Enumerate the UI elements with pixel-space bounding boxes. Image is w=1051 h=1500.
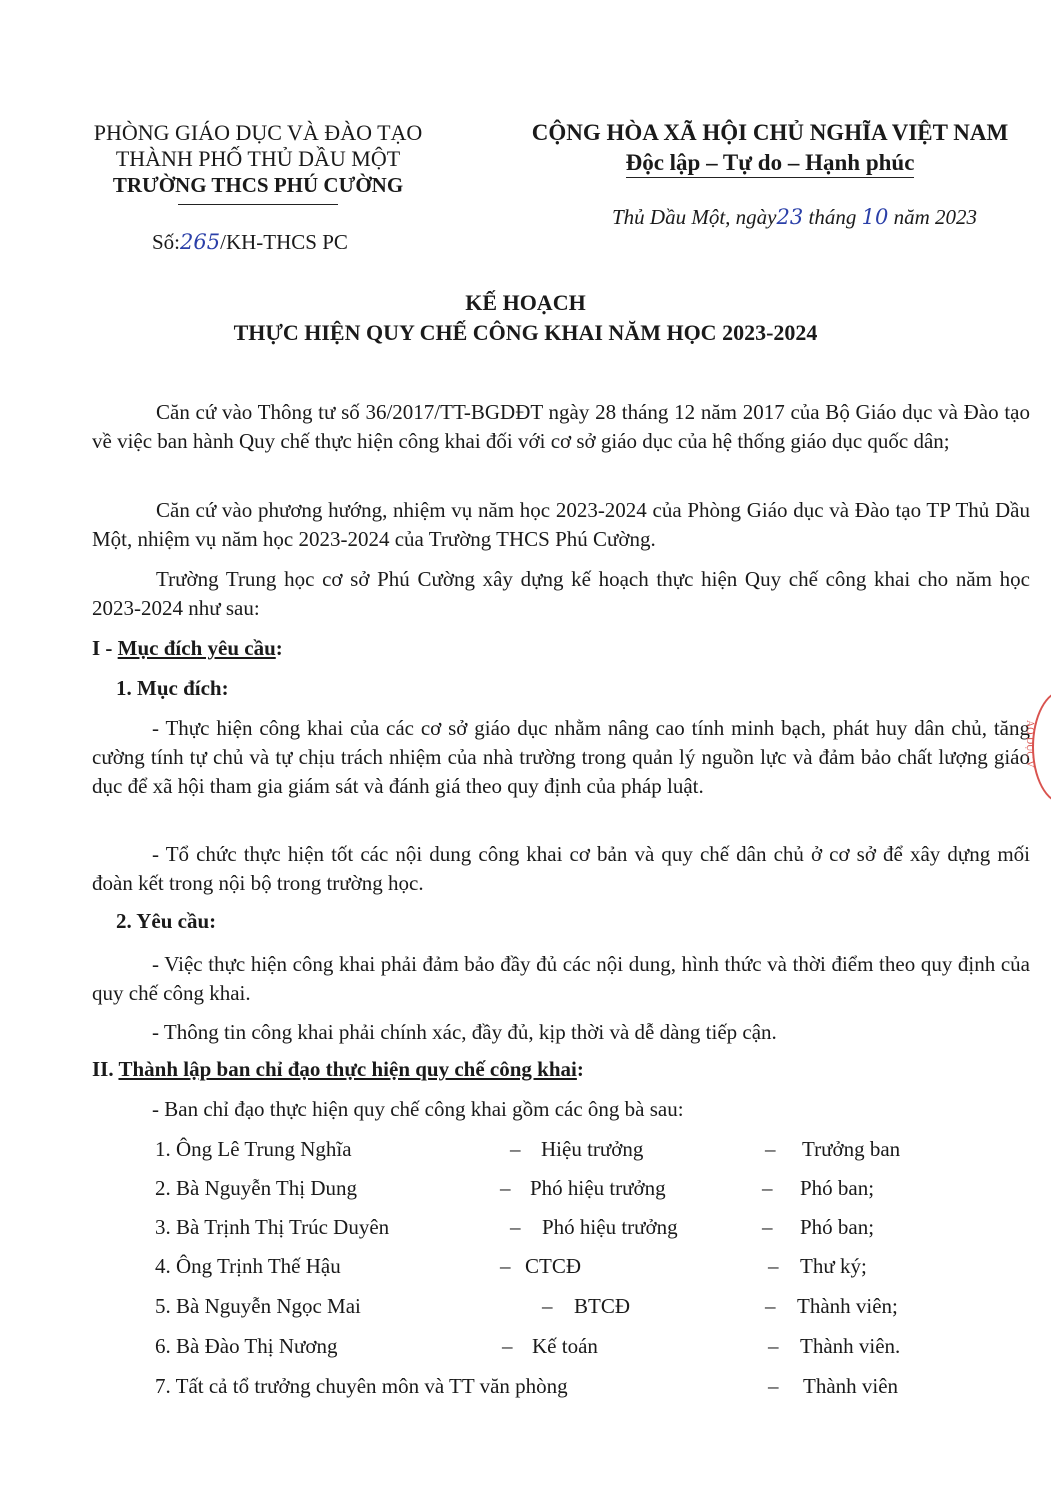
section-2-prefix: II. <box>92 1057 119 1081</box>
member-2-dash: – <box>500 1176 511 1200</box>
section-1-sub-1-p2-text: - Tổ chức thực hiện tốt các nội dung công khai cơ bản và quy chế dân chủ ở cơ sở để xây dựng mối đoàn kết trong nội bộ trong trường học. <box>92 842 1030 895</box>
paragraph-2-text: Căn cứ vào phương hướng, nhiệm vụ năm học 2023-2024 của Phòng Giáo dục và Đào tạo TP Thủ Dầu Một, nhiệm vụ năm học 2023-2024 của Trường THCS Phú Cường. <box>92 498 1030 551</box>
member-3-name: 3. Bà Trịnh Thị Trúc Duyên <box>155 1215 390 1239</box>
doc-number-prefix: Số: <box>152 230 181 254</box>
section-2-heading <box>92 1057 584 1082</box>
section-2-suffix: : <box>576 1057 584 1081</box>
section-1-suffix: : <box>275 636 283 660</box>
section-1-sub-2-p2 <box>92 1018 1030 1047</box>
member-5-dash2: – <box>765 1294 776 1318</box>
section-1-sub-2: 2. Yêu cầu: <box>116 909 217 933</box>
section-1-heading <box>92 636 283 661</box>
member-6-name: 6. Bà Đào Thị Nương <box>155 1334 338 1358</box>
member-4-name: 4. Ông Trịnh Thế Hậu <box>155 1254 341 1278</box>
doc-number-handwritten: 265 <box>180 230 221 254</box>
member-2-name: 2. Bà Nguyễn Thị Dung <box>155 1176 358 1200</box>
section-1-title: Mục đích yêu cầu <box>117 636 276 660</box>
section-1-sub-1-p1-text: - Thực hiện công khai của các cơ sở giáo dục nhằm nâng cao tính minh bạch, phát huy dân chủ, tăng cường tính tự chủ và tự chịu trách nhiệm của nhà trường trong quản lý nguồn lực và đảm bảo chất lượng giáo dục để xã hội tham gia giám sát và đánh giá theo quy định của pháp luật. <box>92 716 1030 798</box>
date-day: 23 <box>776 205 804 229</box>
paragraph-2 <box>92 496 1030 554</box>
paragraph-3 <box>92 565 1030 623</box>
doc-number-suffix: /KH-THCS PC <box>220 230 348 254</box>
member-4-duty: Thư ký; <box>800 1254 867 1278</box>
paragraph-1-text: Căn cứ vào Thông tư số 36/2017/TT-BGDĐT ngày 28 tháng 12 năm 2017 của Bộ Giáo dục và Đào tạo về việc ban hành Quy chế thực hiện công khai đối với cơ sở giáo dục của hệ thống giáo dục quốc dân; <box>92 400 1030 453</box>
member-7-duty: Thành viên <box>803 1374 899 1398</box>
date-year: năm 2023 <box>893 205 977 229</box>
member-3-dash2: – <box>762 1215 773 1239</box>
national-header <box>500 118 1040 178</box>
member-1-dash2: – <box>765 1137 776 1161</box>
member-1-dash: – <box>510 1137 521 1161</box>
member-4-role: CTCĐ <box>525 1254 582 1278</box>
national-motto: Độc lập – Tự do – Hạnh phúc <box>626 149 915 178</box>
member-6-role: Kế toán <box>532 1334 598 1358</box>
member-5-name: 5. Bà Nguyễn Ngọc Mai <box>155 1294 361 1318</box>
section-1-sub-1-p2 <box>92 840 1030 898</box>
document-number <box>152 230 348 255</box>
header-divider <box>178 204 338 205</box>
member-2-duty: Phó ban; <box>800 1176 875 1200</box>
member-1-name: 1. Ông Lê Trung Nghĩa <box>155 1137 352 1161</box>
member-4-dash2: – <box>768 1254 779 1278</box>
member-6-duty: Thành viên. <box>800 1334 901 1358</box>
member-3-duty: Phó ban; <box>800 1215 875 1239</box>
section-2-intro: - Ban chỉ đạo thực hiện quy chế công khai gồm các ông bà sau: <box>152 1097 684 1121</box>
member-4-dash: – <box>500 1254 511 1278</box>
section-1-prefix: I - <box>92 636 118 660</box>
member-6-dash2: – <box>768 1334 779 1358</box>
member-7-dash2: – <box>768 1374 779 1398</box>
doc-title: KẾ HOẠCH <box>465 290 586 315</box>
section-2-title: Thành lập ban chỉ đạo thực hiện quy chế công khai <box>118 1057 577 1081</box>
date-month: 10 <box>861 205 889 229</box>
agency-header <box>86 120 430 198</box>
member-2-role: Phó hiệu trưởng <box>530 1176 666 1200</box>
date-month-label: tháng <box>808 205 857 229</box>
member-1-role: Hiệu trưởng <box>541 1137 644 1161</box>
section-1-sub-2-p2-text: - Thông tin công khai phải chính xác, đầy đủ, kịp thời và dễ dàng tiếp cận. <box>152 1020 777 1044</box>
member-1-duty: Trưởng ban <box>802 1137 901 1161</box>
school-name: TRƯỜNG THCS PHÚ CƯỜNG <box>112 173 404 197</box>
section-1-sub-2-p1-text: - Việc thực hiện công khai phải đảm bảo đầy đủ các nội dung, hình thức và thời điểm theo quy định của quy chế công khai. <box>92 952 1030 1005</box>
member-7-name: 7. Tất cả tổ trưởng chuyên môn và TT văn phòng <box>155 1374 568 1398</box>
agency-line-1: PHÒNG GIÁO DỤC VÀ ĐÀO TẠO <box>93 120 423 145</box>
date-line <box>612 205 977 230</box>
member-5-duty: Thành viên; <box>797 1294 898 1318</box>
agency-line-2: THÀNH PHỐ THỦ DẦU MỘT <box>115 146 401 171</box>
member-6-dash: – <box>502 1334 513 1358</box>
paragraph-1 <box>92 398 1030 456</box>
member-3-dash: – <box>510 1215 521 1239</box>
section-1-sub-1: 1. Mục đích: <box>116 676 229 700</box>
stamp-text: ÁO DỤC V <box>1024 720 1035 768</box>
member-2-dash2: – <box>762 1176 773 1200</box>
section-1-sub-1-p1 <box>92 714 1030 801</box>
paragraph-3-text: Trường Trung học cơ sở Phú Cường xây dựng kế hoạch thực hiện Quy chế công khai cho năm học 2023-2024 như sau: <box>92 567 1030 620</box>
section-1-sub-2-p1 <box>92 950 1030 1008</box>
member-3-role: Phó hiệu trưởng <box>542 1215 678 1239</box>
doc-subtitle: THỰC HIỆN QUY CHẾ CÔNG KHAI NĂM HỌC 2023-2024 <box>233 320 818 345</box>
member-5-dash: – <box>542 1294 553 1318</box>
member-5-role: BTCĐ <box>574 1294 631 1318</box>
date-place: Thủ Dầu Một, ngày <box>612 205 777 229</box>
national-title: CỘNG HÒA XÃ HỘI CHỦ NGHĨA VIỆT NAM <box>531 120 1009 145</box>
